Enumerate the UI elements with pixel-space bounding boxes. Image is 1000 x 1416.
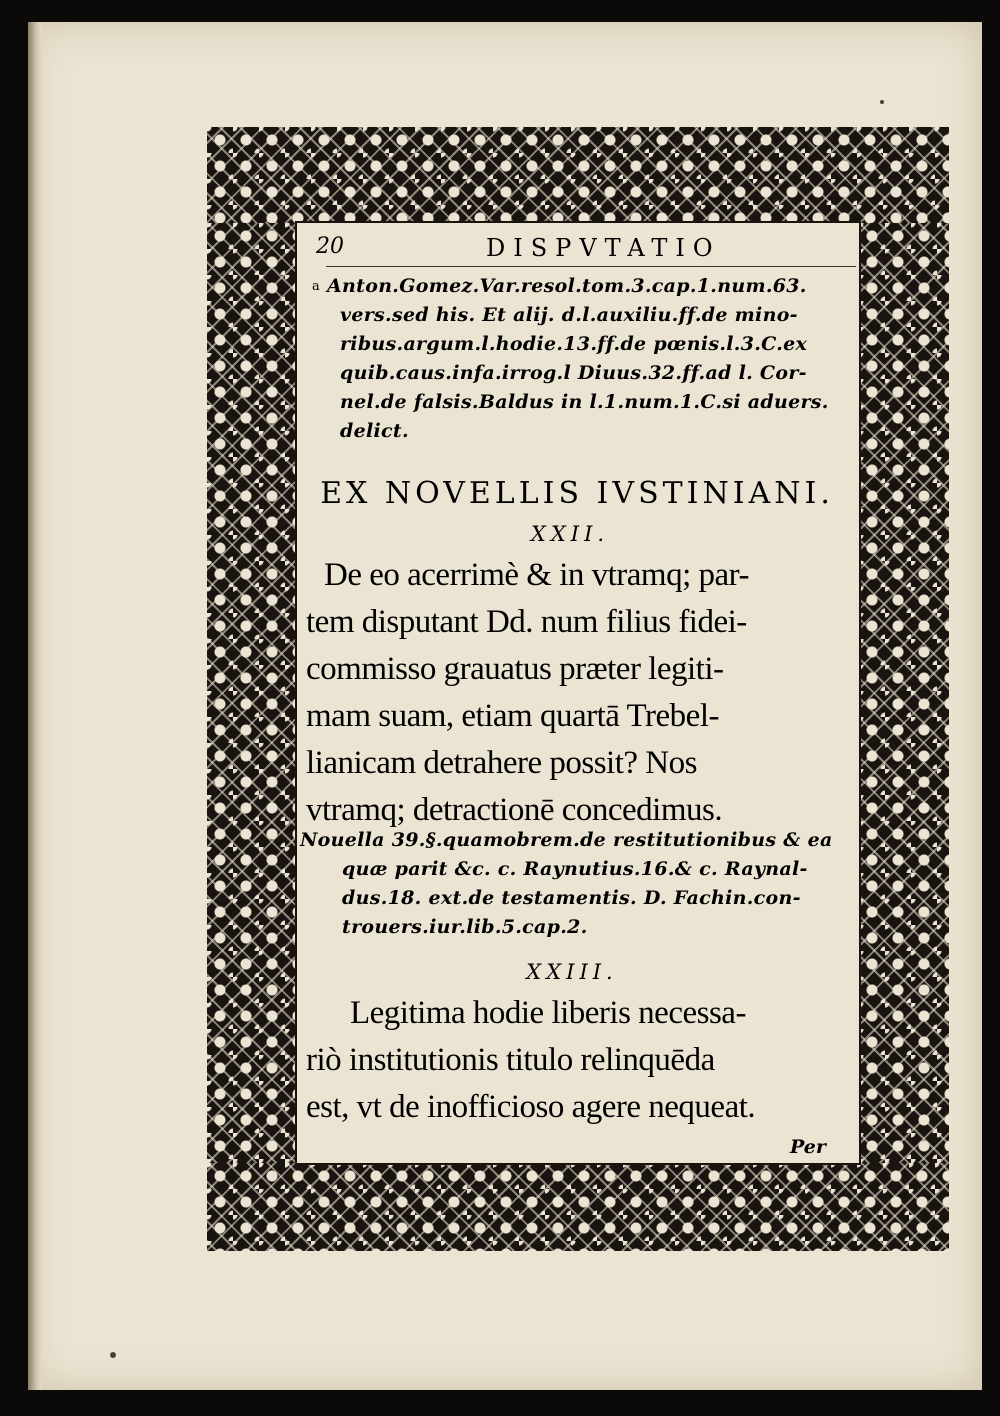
section-numeral: XXII. bbox=[530, 522, 610, 546]
head-rule bbox=[326, 266, 856, 267]
text-line: lianicam detrahere possit? Nos bbox=[306, 745, 697, 781]
running-title: DISPVTATIO bbox=[486, 234, 721, 262]
note-line: dus.18. ext.de testamentis. D. Fachin.con- bbox=[342, 887, 801, 909]
note-line: nel.de falsis.Baldus in l.1.num.1.C.si aduers. bbox=[340, 391, 829, 413]
text-line: vtramq; detractionē concedimus. bbox=[306, 792, 723, 828]
border-top-band bbox=[207, 127, 949, 223]
text-line: tem disputant Dd. num filius fidei- bbox=[306, 604, 747, 640]
section-heading: EX NOVELLIS IVSTINIANI. bbox=[320, 476, 834, 511]
section-text bbox=[306, 990, 852, 1131]
note-marker: a bbox=[312, 279, 321, 294]
text-line: commisso grauatus præter legiti- bbox=[306, 651, 724, 687]
catchword: Per bbox=[790, 1136, 826, 1158]
note-line: ribus.argum.l.hodie.13.ff.de pœnis.l.3.C.ex bbox=[340, 333, 808, 355]
page-edge bbox=[28, 22, 42, 1390]
footnote-b bbox=[300, 826, 846, 942]
text-line: riò institutionis titulo relinquēda bbox=[306, 1042, 715, 1078]
border-bottom-band bbox=[207, 1163, 949, 1251]
ink-spot bbox=[880, 100, 884, 104]
note-line: Nouella 39.§.quamobrem.de restitutionibus & ea bbox=[300, 829, 833, 851]
note-line: vers.sed his. Et alij. d.l.auxiliu.ff.de mino- bbox=[340, 304, 798, 326]
note-line: trouers.iur.lib.5.cap.2. bbox=[342, 916, 588, 938]
section-text bbox=[306, 552, 852, 834]
note-line: delict. bbox=[340, 420, 409, 442]
text-line: est, vt de inofficioso agere nequeat. bbox=[306, 1089, 756, 1125]
border-left-band bbox=[207, 223, 297, 1163]
note-line: quib.caus.infa.irrog.l Diuus.32.ff.ad l. Cor- bbox=[340, 362, 807, 384]
footnote-a bbox=[300, 272, 846, 446]
text-line: mam suam, etiam quartā Trebel- bbox=[306, 698, 719, 734]
section-numeral: XXIII. bbox=[526, 960, 618, 984]
running-head bbox=[316, 234, 848, 268]
border-right-band bbox=[859, 223, 949, 1163]
page-number: 20 bbox=[316, 234, 344, 259]
text-line: De eo acerrimè & in vtramq; par- bbox=[324, 557, 749, 593]
text-line: Legitima hodie liberis necessa- bbox=[350, 995, 746, 1031]
ink-spot bbox=[110, 1352, 116, 1358]
note-line: $^a$ Anton.Gomez.Var.resol.tom.3.cap.1.num.63. bbox=[312, 275, 807, 297]
note-line: quæ parit &c. c. Raynutius.16.& c. Raynal- bbox=[342, 858, 808, 880]
